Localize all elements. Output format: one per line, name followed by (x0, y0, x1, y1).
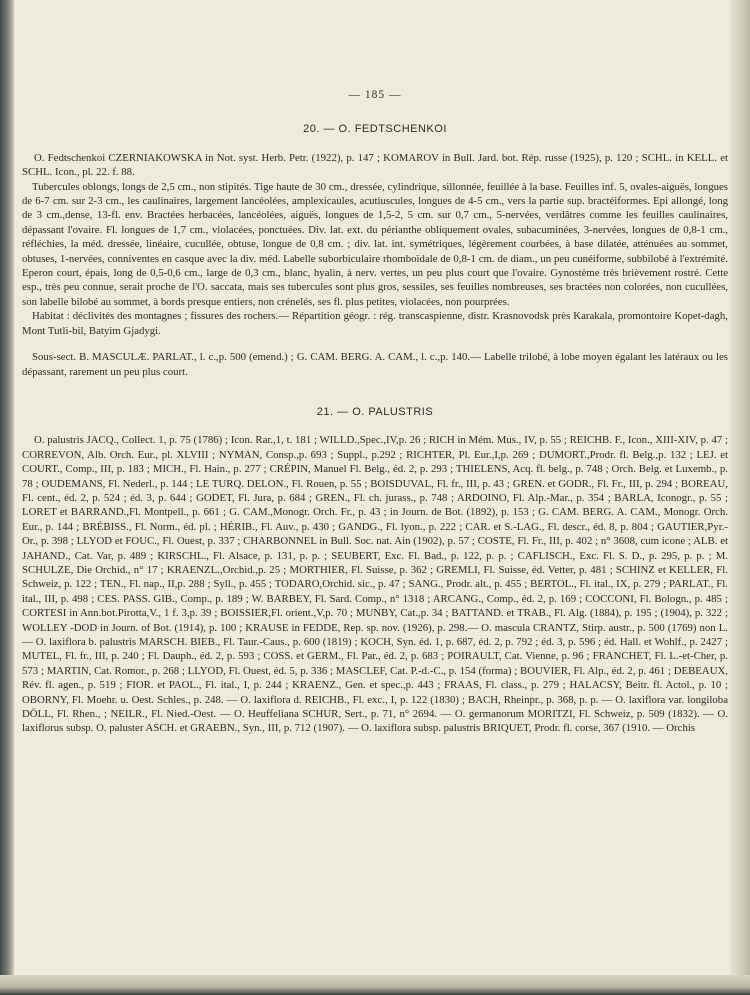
synonymy-paragraph: O. palustris JACQ., Collect. 1, p. 75 (1786) ; Icon. Rar.,1, t. 181 ; WILLD.,Spec.,IV,p. 26 ; RICH in Mém. Mus., IV, p. 55 ; REICHB. F., Icon., XIII-XIV, p. 47 ; CORREVON, Alb. Orch. Eur., pl. XLVIII ; NYMAN, Consp.,p. 693 ; Suppl., p.292 ; RICHTER, Pl. Eur.,I,p. 269 ; DUMORT.,Prodr. fl. Belg.,p. 132 ; LEJ. et COURT., Comp., III, p. 183 ; MICH., Fl. Hain., p. 277 ; CRÉPIN, Manuel Fl. Belg., éd. 2, p. 293 ; THIELENS, Acq. fl. belg., p. 748 ; Orch. Belg. et Luxemb., p. 78 ; OUDEMANS, Fl. Nederl., p. 144 ; LE TURQ. DELON., Fl. Rouen, p. 55 ; BOISDUVAL, Fl. fr., III, p. 43 ; GREN. et GODR., Fl. Fr., III, p. 294 ; BOREAU, Fl. cent., éd. 2, p. 524 ; éd. 3, p. 644 ; GODET, Fl. Jura, p. 684 ; GREN., Fl. ch. jurass., p. 748 ; ARDOINO, Fl. Alp.-Mar., p. 354 ; BARLA, Iconogr., p. 55 ; LORET et BARRAND.,Fl. Montpell., p. 661 ; G. CAM.,Monogr. Orch. Fr., p. 43 ; in Journ. de Bot. (1892), p. 153 ; G. CAM. BERG. A. CAM., Monogr. Orch. Eur., p. 144 ; BRÉBISS., Fl. Norm., éd. pl. ; HÉRIB., Fl. Auv., p. 430 ; GANDG., Fl. lyon., p. 222 ; CAR. et S.-LAG., Fl. descr., éd. 8, p. 804 ; GAUTIER,Pyr.-Or., p. 398 ; LLYOD et FOUC., Fl. Ouest, p. 337 ; CHARBONNEL in Bull. Soc. nat. Ain (1902), p. 57 ; COSTE, Fl. Fr., III, p. 402 ; n° 3608, cum icone ; ALB. et JAHAND., Cat. Var, p. 489 ; KIRSCHL., Fl. Alsace, p. 131, p. p. ; SEUBERT, Exc. Fl. Bad., p. 122, p. p. ; CAFLISCH., Exc. Fl. S. D., p. 295, p. p. ; M. SCHULZE, Die Orchid., n° 17 ; KRAENZL.,Orchid.,p. 25 ; MORTHIER, Fl. Suisse, p. 362 ; GREMLI, Fl. Suisse, éd. Vetter, p. 481 ; SCHINZ et KELLER, Fl. Schweiz, p. 122 ; TEN., Fl. nap., II,p. 288 ; Syll., p. 455 ; TODARO,Orchid. sic., p. 47 ; SANG., Prodr. alt., p. 455 ; BERTOL., Fl. ital., IX, p. 279 ; PARLAT., Fl. ital., III, p. 498 ; CES. PASS. GIB., Comp., p. 189 ; W. BARBEY, Fl. Sard. Comp., n° 1318 ; ARCANG., Comp., éd. 2, p. 169 ; COCCONI, Fl. Bologn., p. 485 ; CORTESI in Ann.bot.Pirotta,V., 1 f. 3,p. 39 ; BOISSIER,Fl. orient.,V,p. 70 ; MUNBY, Cat.,p. 34 ; BATTAND. et TRAB., Fl. Alg. (1884), p. 195 ; (1904), p. 322 ; WOLLEY -DOD in Journ. of Bot. (1914), p. 100 ; KRAUSE in FEDDE, Rep. sp. nov. (1926), p. 298.— O. mascula CRANTZ, Stirp. austr., p. 500 (1769) non L. — O. laxiflora b. palustris MARSCH. BIEB., Fl. Taur.-Caus., p. 600 (1819) ; KOCH, Syn. éd. 1, p. 687, éd. 2, p. 792 ; éd. 3, p. 596 ; éd. Hall. et Wohlf., p. 2427 ; MUTEL, Fl. fr., III, p. 240 ; Fl. Dauph., éd. 2, p. 593 ; COSS. et GERM., Fl. Par., éd. 2, p. 683 ; POIRAULT, Cat. Vienne, p. 96 ; FRANCHET, Fl. L.-et-Cher, p. 573 ; MARTIN, Cat. Romor., p. 268 ; LLYOD, Fl. Ouest, éd. 5, p. 336 ; MASCLEF, Cat. P.-d.-C., p. 154 (forma) ; BOUVIER, Fl. Alp., éd. 2, p. 461 ; DEBEAUX, Rév. fl. agen., p. 519 ; FIOR. et PAOL., Fl. ital., I, p. 244 ; KRAENZ., Gen. et spec.,p. 443 ; FRAAS, Fl. class., p. 279 ; HALACSY, Beitr. fl. Actol., p. 10 ; OBORNY, Fl. Moehr. u. Oest. Schles., p. 248. — O. laxiflora d. REICHB., Fl. exc., I, p. 122 (1830) ; BACH, Rheinpr., p. 368, p. p. — O. laxiflora var. longiloba DÖLL, Fl. Rhen., ; NEILR., Fl. Nied.-Oest. — O. Heuffeliana SCHUR, Sert., p. 71, n° 2694. — O. germanorum MORITZI, Fl. Schweiz, p. 509 (1832). — O. laxiflorus subsp. O. paluster ASCH. et GRAEBN., Syn., III, p. 712 (1907). — O. laxiflora subsp. palustris BRIQUET, Prodr. fl. corse, 367 (1910. — Orchis (22, 434, 728, 735)
subsection-paragraph: Sous-sect. B. MASCULÆ. PARLAT., l. c.,p. 500 (emend.) ; G. CAM. BERG. A. CAM., l. c.,p. 140.— Labelle trilobé, à lobe moyen égalant les latéraux ou les dépassant, rarement un peu plus court. (22, 351, 728, 378)
section-title-palustris: 21. — O. PALUSTRIS (316, 405, 434, 418)
page-edge-right (730, 0, 750, 995)
book-gutter (0, 0, 14, 995)
description-paragraph: Tubercules oblongs, longs de 2,5 cm., non stipités. Tige haute de 30 cm., dressée, cylindrique, sillonnée, feuillée à la base. Feuilles inf. 5, ovales-aiguës, longues de 6-7 cm. sur 2-3 cm., les caulinaires, largement lancéolées, amplexicaules, acutiuscules, longues de 4-5 cm., vers la partie sup. bractéiformes. Epi allongé, long de 3 cm.,dense, 13-fl. env. Bractées herbacées, lancéolées, aiguës, longues de 1,5-2, 5 cm. sur 0,7 cm., 5-nervées, verdâtres comme les feuilles caulinaires, dépassant l'ovaire. Fl. longues de 1,7 cm., violacées, ponctuées. Div. lat. ext. du périanthe obliquement ovales, subacuminées, 3-nervées, longues de 0,8-1 cm., réfléchies, la méd. dressée, linéaire, cucullée, obtuse, longue de 0,8 cm. ; div. lat. int. symétriques, légèrement courbées, à base dilatée, atténuées au sommet, obtuses, 1-nervées, conniventes en casque avec la div. méd. Labelle suborbiculaire rhomboïdale de 0,8-1 cm. de diam., un peu cunéiforme, subbilobé à l'extrémité. Eperon court, épais, long de 0,5-0,6 cm., large de 0,3 cm., blanc, hyalin, à nerv. vertes, un peu plus court que l'ovaire. Gynostème très brièvement rostré. Cette esp., très peu connue, serait proche de l'O. saccata, mais ses tubercules sont plus gros, sessiles, ses feuilles nombreuses, ses bractées non colorées, non cucullées, son labelle bilobé au sommet, à bords presque entiers, non crénelés, ses fl. plus petites, violacées, non pourprées. (22, 180, 728, 308)
page-text (22, 88, 728, 736)
habitat-paragraph: Habitat : déclivités des montagnes ; fissures des rochers.— Répartition géogr. : rég. transcaspienne, distr. Krasnovodsk près Karakala, promontoire Kopet-dagh, Mont Tutli-bil, Batyim Gjadygi. (22, 310, 728, 337)
page-number: — 185 — (348, 89, 402, 101)
spacer (22, 379, 728, 405)
synonymy-paragraph: O. Fedtschenkoi CZERNIAKOWSKA in Not. syst. Herb. Petr. (1922), p. 147 ; KOMAROV in Bull. Jard. bot. Rép. russe (1925), p. 120 ; SCHL. in KELL. et SCHL. Icon., pl. 22. f. 88. (22, 151, 728, 179)
section-title-fedtschenkoi: 20. — O. FEDTSCHENKOI (303, 123, 447, 136)
page-edge-bottom (0, 975, 750, 995)
spacer (22, 338, 728, 350)
